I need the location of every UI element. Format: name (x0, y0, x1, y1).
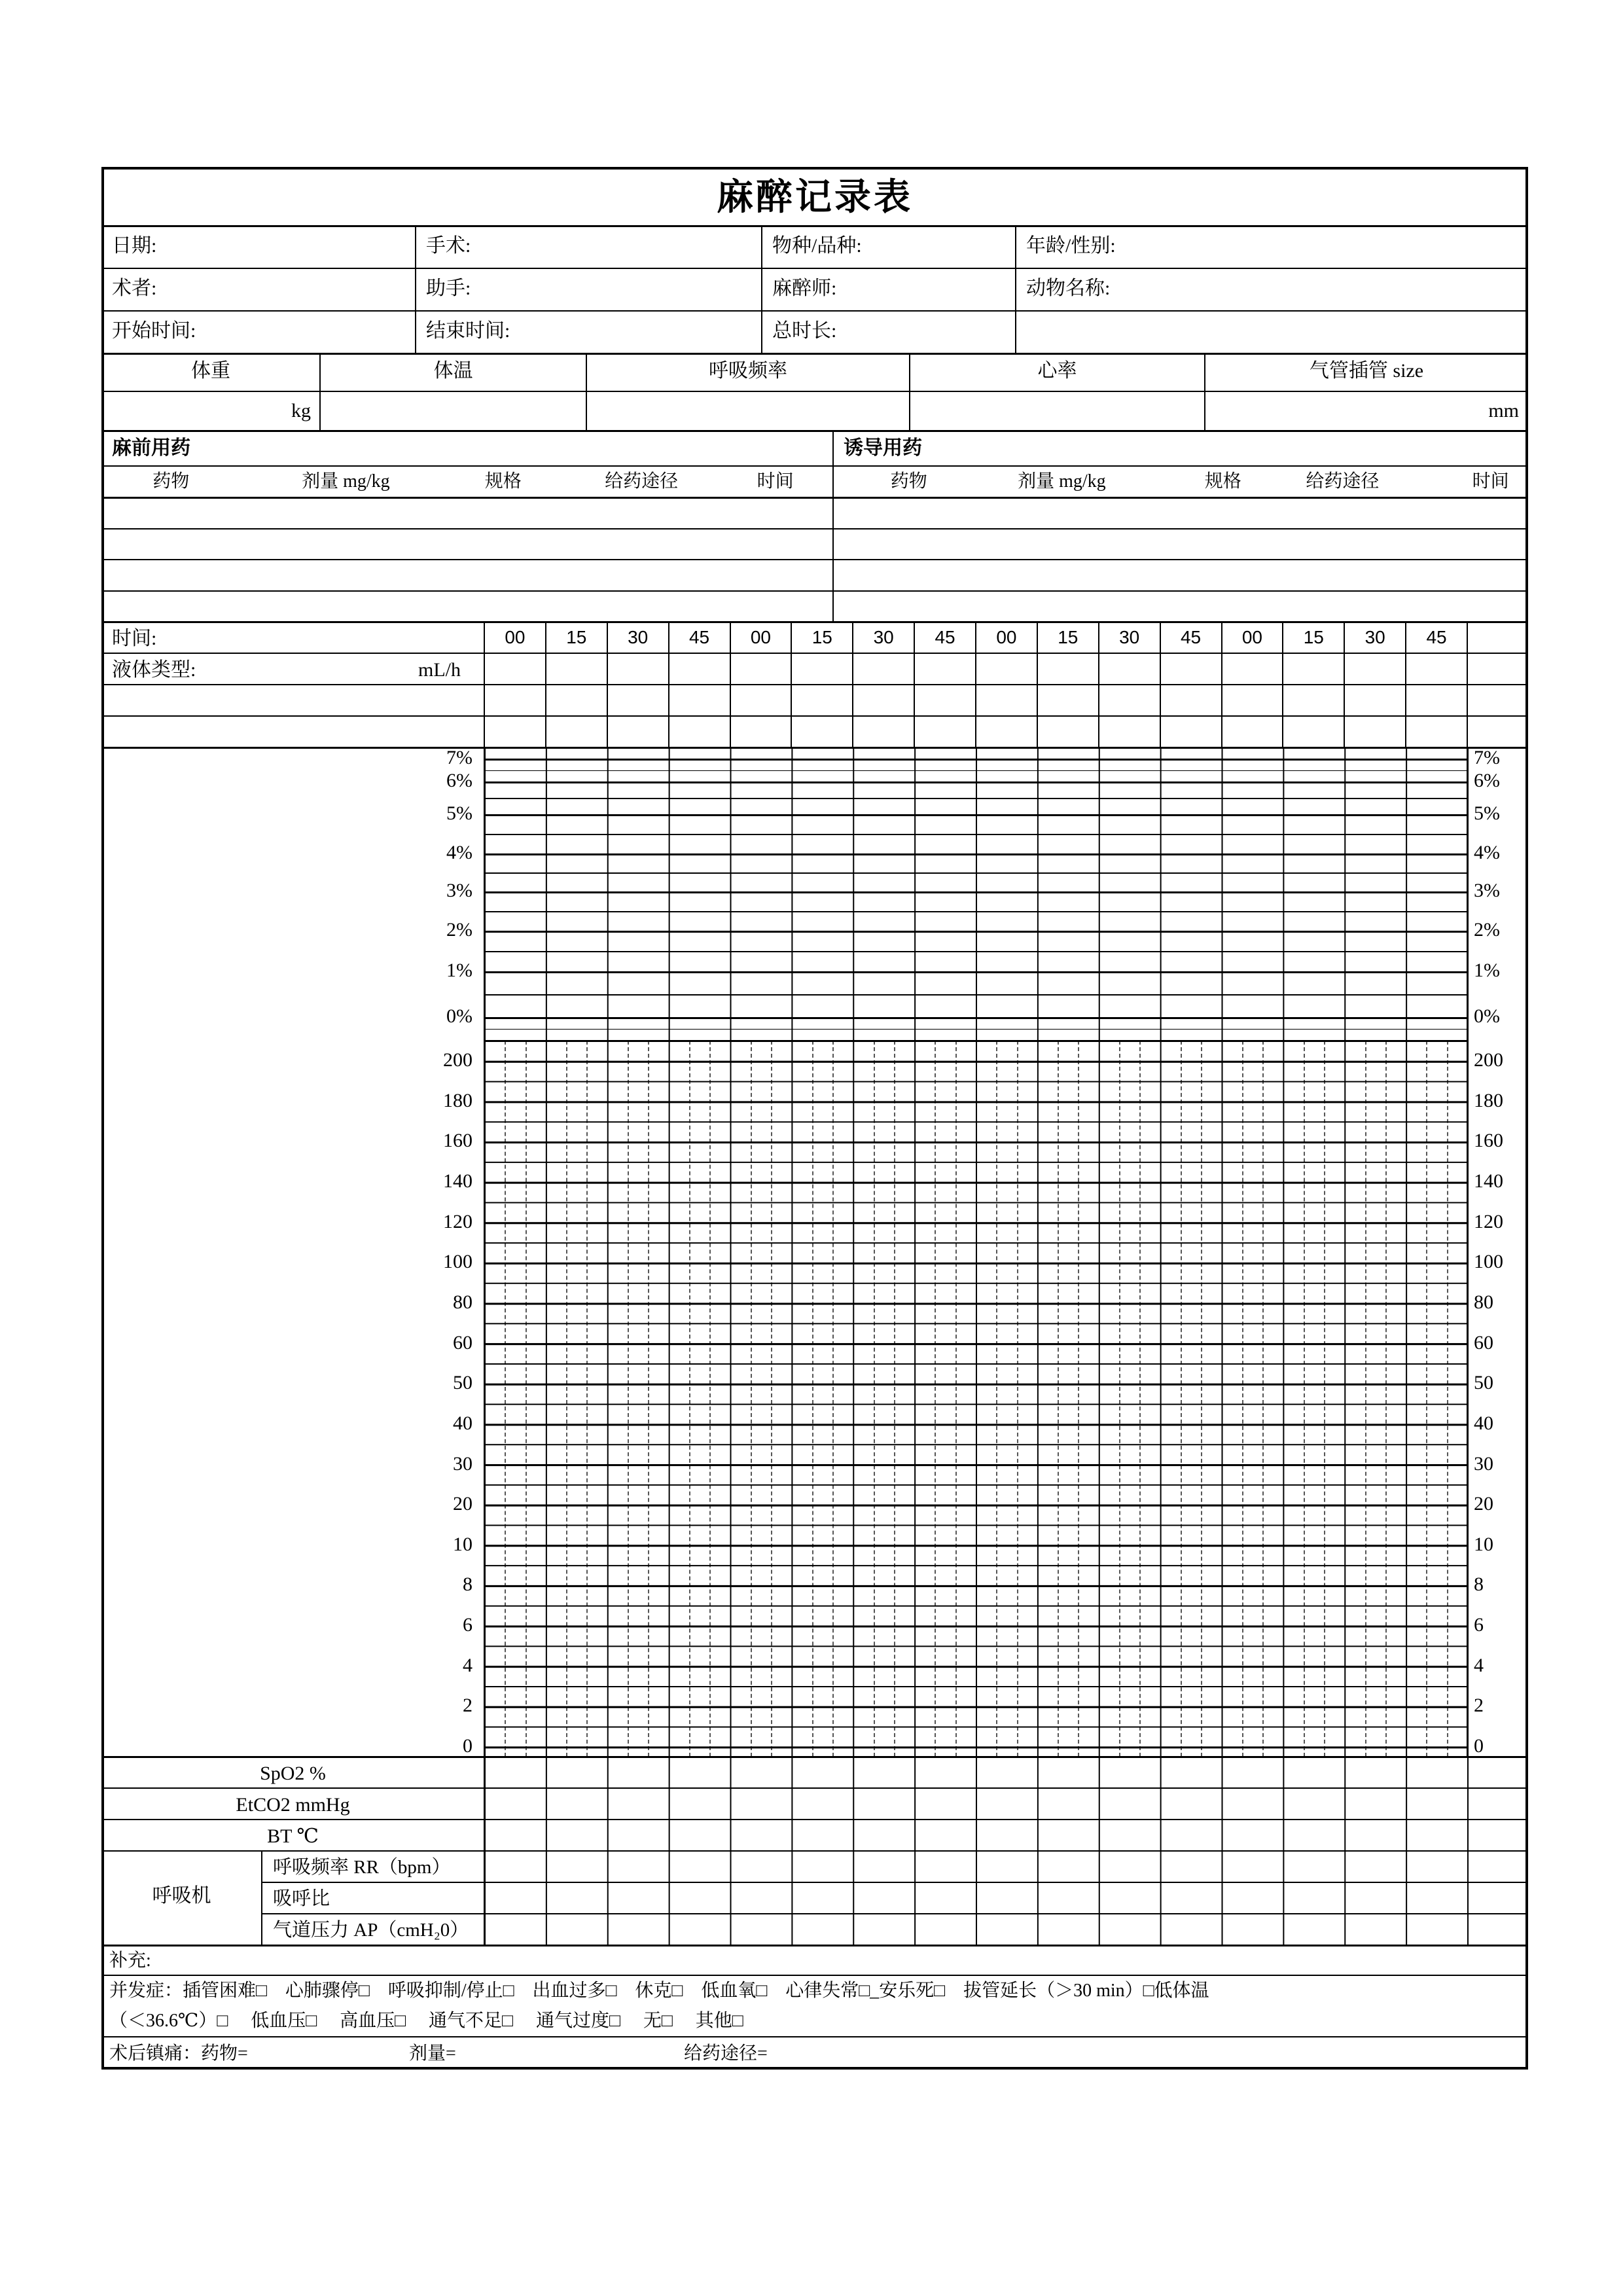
vitals-plot-area[interactable] (484, 1041, 1467, 1757)
tube-unit-label: mm (1488, 400, 1519, 422)
drug-column-header: 规格 (1204, 471, 1241, 492)
drug-column-header: 剂量 mg/kg (302, 471, 390, 492)
vitals-axis-label-left: 80 (453, 1291, 473, 1313)
vitals-axis-label-right: 10 (1474, 1533, 1493, 1555)
grid-line-h (101, 497, 1528, 499)
ventilator-label: 呼吸机 (152, 1885, 211, 1907)
time-cell: 00 (1241, 627, 1263, 647)
grid-line-h (101, 353, 1528, 355)
percent-axis-label-left: 1% (446, 960, 473, 981)
drug-column-header: 给药途径 (1306, 471, 1380, 492)
percent-axis-label-right: 2% (1474, 919, 1500, 941)
percent-grid-line-minor (484, 1029, 1467, 1030)
info-field-label: 总时长: (772, 320, 837, 342)
monitor-row-label: BT ℃ (267, 1825, 319, 1847)
time-cell: 30 (1364, 627, 1385, 647)
drug-section-divider (832, 431, 834, 622)
percent-grid-line (484, 891, 1467, 893)
monitor-row-label: EtCO2 mmHg (236, 1794, 350, 1816)
percent-axis-label-left: 5% (446, 802, 473, 824)
drug-column-header: 药物 (152, 471, 190, 492)
time-cell: 15 (812, 627, 832, 647)
time-cell: 45 (688, 627, 710, 647)
drug-column-header: 给药途径 (605, 471, 679, 492)
time-cell: 00 (505, 627, 526, 647)
percent-axis-label-right: 0% (1474, 1005, 1500, 1027)
measure-header-label: 体重 (191, 360, 230, 382)
vitals-axis-label-left: 50 (453, 1372, 473, 1394)
premed-title: 麻前用药 (112, 437, 190, 459)
percent-axis-label-left: 4% (446, 842, 473, 863)
grid-line-h (101, 684, 1528, 685)
grid-line-h (101, 465, 1528, 467)
measure-header-label: 呼吸频率 (709, 360, 787, 382)
vitals-axis-label-right: 8 (1474, 1573, 1484, 1596)
vitals-axis-label-left: 6 (463, 1614, 473, 1636)
measure-header-label: 气管插管 size (1309, 360, 1424, 382)
ventilator-row-label: 气道压力 AP（cmH₂0） (273, 1920, 469, 1941)
fluid-type-label: 液体类型: (112, 659, 196, 681)
grid-line-h (101, 310, 1528, 312)
vitals-axis-label-right: 30 (1474, 1452, 1493, 1475)
info-field-label: 麻醉师: (772, 278, 837, 299)
percent-grid-line (484, 931, 1467, 933)
vitals-axis-label-right: 2 (1474, 1695, 1484, 1717)
grid-line-h (101, 715, 1528, 717)
vitals-axis-label-right: 60 (1474, 1331, 1493, 1354)
info-field-label: 日期: (112, 235, 157, 257)
analgesia-route-field[interactable]: 给药途径= (684, 2043, 768, 2064)
percent-grid-line-minor (484, 770, 1467, 772)
info-field-label: 结束时间: (426, 320, 510, 342)
grid-line-v (415, 311, 416, 353)
percent-grid-line (484, 1017, 1467, 1019)
percent-grid-line (484, 971, 1467, 973)
vitals-axis-label-left: 100 (443, 1251, 473, 1273)
anesthesia-record-form (101, 167, 1528, 2070)
grid-line-v (761, 226, 762, 268)
grid-line-h (101, 391, 1528, 392)
percent-axis-label-right: 1% (1474, 960, 1500, 981)
timeline-label: 时间: (112, 628, 157, 649)
time-cell: 00 (996, 627, 1017, 647)
vitals-axis-label-right: 50 (1474, 1372, 1493, 1394)
supplement-label: 补充: (109, 1950, 151, 1971)
info-field-label: 开始时间: (112, 320, 196, 342)
vitals-axis-label-right: 100 (1474, 1251, 1503, 1273)
grid-line-h (101, 621, 1528, 623)
time-cell: 15 (566, 627, 587, 647)
grid-line-h (101, 1975, 1528, 1977)
info-field-label: 术者: (112, 278, 157, 299)
weight-unit-label: kg (291, 400, 311, 422)
measure-header-label: 体温 (433, 360, 473, 382)
vitals-axis-label-right: 200 (1474, 1049, 1503, 1071)
vitals-axis-label-left: 40 (453, 1412, 473, 1434)
grid-line-v (1015, 268, 1016, 311)
grid-line-h (101, 590, 1528, 592)
percent-grid-line (484, 853, 1467, 855)
grid-line-h (101, 559, 1528, 560)
vitals-axis-label-left: 20 (453, 1493, 473, 1515)
percent-grid-line-minor (484, 834, 1467, 835)
grid-line-h (101, 528, 1528, 529)
complications-line1[interactable]: 并发症：插管困难□ 心肺骤停□ 呼吸抑制/停止□ 出血过多□ 休克□ 低血氧□ 心律失常□_安乐死□ 拔管延长（＞30 min）□低体温 (109, 1981, 1209, 2001)
table-top-border (101, 167, 1528, 170)
percent-axis-label-left: 0% (446, 1005, 473, 1027)
vitals-axis-label-right: 0 (1474, 1735, 1484, 1757)
vitals-axis-label-left: 200 (443, 1049, 473, 1071)
vitals-axis-label-left: 140 (443, 1170, 473, 1192)
vitals-axis-label-right: 140 (1474, 1170, 1503, 1192)
complications-line2[interactable]: （＜36.6℃）□ 低血压□ 高血压□ 通气不足□ 通气过度□ 无□ 其他□ (109, 2011, 743, 2031)
time-cell: 30 (1119, 627, 1140, 647)
grid-line-h (101, 653, 1528, 654)
grid-line-h (101, 225, 1528, 227)
info-field-label: 年龄/性别: (1026, 235, 1116, 257)
page-title: 麻醉记录表 (717, 176, 913, 217)
drug-column-header: 时间 (757, 471, 794, 492)
percent-axis-label-left: 3% (446, 880, 473, 901)
analgesia-drug-field[interactable]: 术后镇痛：药物= (109, 2043, 248, 2064)
percent-grid-line (484, 759, 1467, 761)
percent-grid-line (484, 781, 1467, 783)
info-field-label: 动物名称: (1026, 278, 1111, 299)
percent-grid-line-minor (484, 872, 1467, 874)
vitals-axis-label-right: 160 (1474, 1130, 1503, 1152)
ventilator-row-label: 吸呼比 (273, 1888, 330, 1909)
time-cell: 45 (1180, 627, 1202, 647)
vitals-axis-label-right: 120 (1474, 1210, 1503, 1232)
grid-line-v (1015, 311, 1016, 353)
percent-axis-label-left: 7% (446, 747, 473, 768)
info-field-label: 物种/品种: (772, 235, 862, 257)
vitals-axis-label-left: 120 (443, 1210, 473, 1232)
vitals-axis-label-left: 160 (443, 1130, 473, 1152)
grid-line-h (101, 268, 1528, 269)
table-bottom-border (101, 2067, 1528, 2070)
grid-line-h (101, 2036, 1528, 2038)
time-cell: 30 (628, 627, 649, 647)
time-cell: 15 (1058, 627, 1079, 647)
percent-grid-line-minor (484, 951, 1467, 952)
grid-line-v (761, 311, 762, 353)
measure-header-label: 心率 (1037, 360, 1077, 382)
drug-column-header: 药物 (890, 471, 927, 492)
time-cell: 45 (935, 627, 955, 647)
info-field-label: 手术: (426, 235, 471, 257)
percent-axis-label-right: 7% (1474, 747, 1500, 768)
vitals-axis-label-right: 40 (1474, 1412, 1493, 1434)
time-cell: 45 (1426, 627, 1447, 647)
vitals-axis-label-right: 80 (1474, 1291, 1493, 1313)
drug-column-header: 剂量 mg/kg (1018, 471, 1106, 492)
percent-grid-line-minor (484, 911, 1467, 912)
grid-line-h (101, 430, 1528, 432)
percent-axis-label-left: 6% (446, 770, 473, 791)
vitals-axis-label-left: 8 (463, 1573, 473, 1596)
grid-line-v (415, 226, 416, 268)
grid-line-v (415, 268, 416, 311)
time-cell: 00 (750, 627, 772, 647)
percent-grid-line-minor (484, 994, 1467, 996)
vitals-axis-label-left: 60 (453, 1331, 473, 1354)
percent-axis-label-left: 2% (446, 919, 473, 941)
monitor-column-grid (484, 1757, 1528, 1945)
induction-title: 诱导用药 (844, 437, 922, 459)
vitals-axis-label-left: 0 (463, 1735, 473, 1757)
vitals-axis-label-left: 30 (453, 1452, 473, 1475)
fluid-unit-label: mL/h (418, 659, 461, 681)
percent-axis-label-right: 4% (1474, 842, 1500, 863)
percent-grid-line-minor (484, 798, 1467, 799)
ventilator-row-label: 呼吸频率 RR（bpm） (273, 1857, 451, 1878)
vitals-axis-label-right: 4 (1474, 1654, 1484, 1676)
time-cell: 15 (1303, 627, 1324, 647)
percent-axis-label-right: 5% (1474, 802, 1500, 824)
drug-column-header: 时间 (1472, 471, 1509, 492)
vitals-axis-label-right: 20 (1474, 1493, 1493, 1515)
grid-line-v (761, 268, 762, 311)
vitals-axis-label-right: 6 (1474, 1614, 1484, 1636)
percent-axis-label-right: 6% (1474, 770, 1500, 791)
analgesia-dose-field[interactable]: 剂量= (409, 2043, 456, 2064)
vitals-axis-label-right: 180 (1474, 1089, 1503, 1111)
grid-line-v (1015, 226, 1016, 268)
time-cell: 30 (873, 627, 894, 647)
vitals-axis-label-left: 180 (443, 1089, 473, 1111)
vitals-axis-label-left: 4 (463, 1654, 473, 1676)
vitals-axis-label-left: 2 (463, 1695, 473, 1717)
info-field-label: 助手: (426, 278, 471, 299)
vitals-axis-label-left: 10 (453, 1533, 473, 1555)
percent-grid-line (484, 814, 1467, 816)
drug-column-header: 规格 (484, 471, 522, 492)
percent-axis-label-right: 3% (1474, 880, 1500, 901)
monitor-row-label: SpO2 % (260, 1763, 326, 1784)
